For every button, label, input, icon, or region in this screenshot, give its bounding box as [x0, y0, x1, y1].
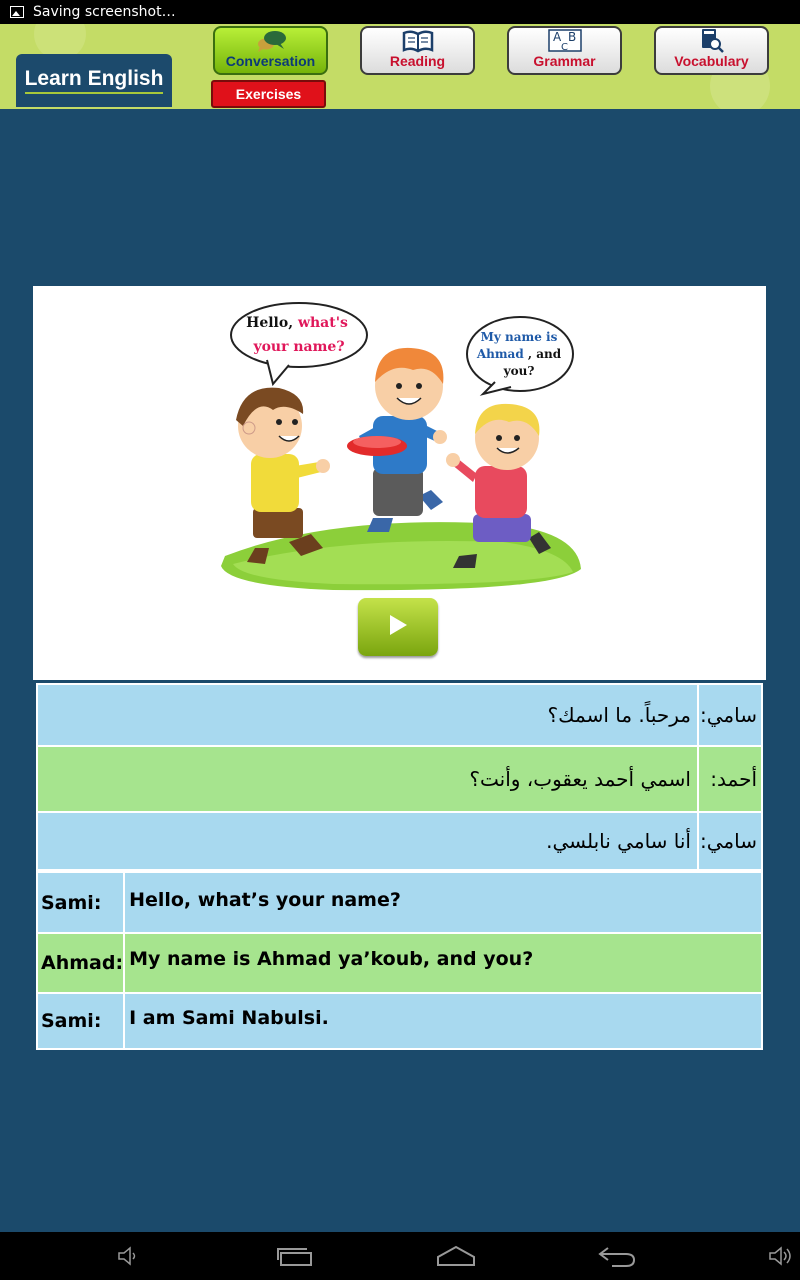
play-button[interactable]	[358, 598, 438, 656]
svg-text:C: C	[560, 42, 568, 53]
dialog-speaker: سامي:	[698, 684, 762, 746]
bubble-right-text-3: , and	[523, 347, 562, 361]
bubble-left-text-3: your name?	[253, 339, 345, 355]
image-icon	[10, 6, 24, 18]
volume-up-icon[interactable]	[768, 1246, 794, 1270]
exercises-button[interactable]: Exercises	[211, 80, 326, 108]
dialog-text: اسمي أحمد يعقوب، وأنت؟	[37, 746, 698, 812]
vocabulary-label: Vocabulary	[674, 53, 749, 69]
dictionary-search-icon	[697, 27, 727, 53]
play-icon	[386, 613, 410, 641]
app-logo: Learn English	[16, 54, 172, 107]
bubble-right-text-1: My name is	[480, 330, 558, 344]
dialog-speaker: أحمد:	[698, 746, 762, 812]
svg-text:A: A	[552, 30, 561, 44]
dialog-text: I am Sami Nabulsi.	[124, 993, 762, 1049]
back-icon[interactable]	[598, 1246, 636, 1272]
dialog-row	[37, 684, 762, 746]
abc-icon	[547, 27, 583, 53]
dialog-speaker: Sami:	[37, 872, 124, 933]
dialog-row	[37, 746, 762, 812]
reading-button[interactable]	[360, 26, 475, 75]
dialog-speaker: Sami:	[37, 993, 124, 1049]
conversation-label: Conversation	[225, 53, 316, 69]
svg-text:Hello, what's	[246, 315, 348, 331]
grammar-button[interactable]	[507, 26, 622, 75]
dialog-text: مرحباً. ما اسمك؟	[37, 684, 698, 746]
dialog-row	[37, 812, 762, 870]
volume-down-icon[interactable]	[117, 1246, 139, 1270]
vocabulary-button[interactable]	[654, 26, 769, 75]
conversation-button[interactable]	[213, 26, 328, 75]
chat-bubbles-icon	[254, 28, 288, 53]
bubble-right-text-4: you?	[503, 364, 535, 378]
svg-text:B: B	[567, 30, 576, 44]
status-text: Saving screenshot…	[33, 4, 176, 20]
recent-apps-icon[interactable]	[277, 1248, 313, 1270]
dialog-row	[37, 933, 762, 993]
system-navigation-bar	[0, 1232, 800, 1280]
grammar-label: Grammar	[533, 53, 596, 69]
bubble-left-text-1: Hello,	[246, 315, 298, 331]
reading-label: Reading	[389, 53, 446, 69]
bubble-left-text-2: what's	[297, 315, 348, 331]
dialog-row	[37, 872, 762, 933]
dialog-text: Hello, what’s your name?	[124, 872, 762, 933]
dialog-speaker: سامي:	[698, 812, 762, 870]
dialog-row	[37, 993, 762, 1049]
arabic-dialog-table	[36, 683, 763, 871]
dialog-text: أنا سامي نابلسي.	[37, 812, 698, 870]
status-bar	[0, 0, 800, 24]
book-icon	[401, 28, 435, 53]
dialog-speaker: Ahmad:	[37, 933, 124, 993]
home-icon[interactable]	[436, 1245, 476, 1271]
dialog-text: My name is Ahmad ya’koub, and you?	[124, 933, 762, 993]
bubble-right-text-2: Ahmad	[476, 347, 524, 361]
svg-text:Ahmad , and	[476, 347, 562, 361]
english-dialog-table	[36, 871, 763, 1050]
